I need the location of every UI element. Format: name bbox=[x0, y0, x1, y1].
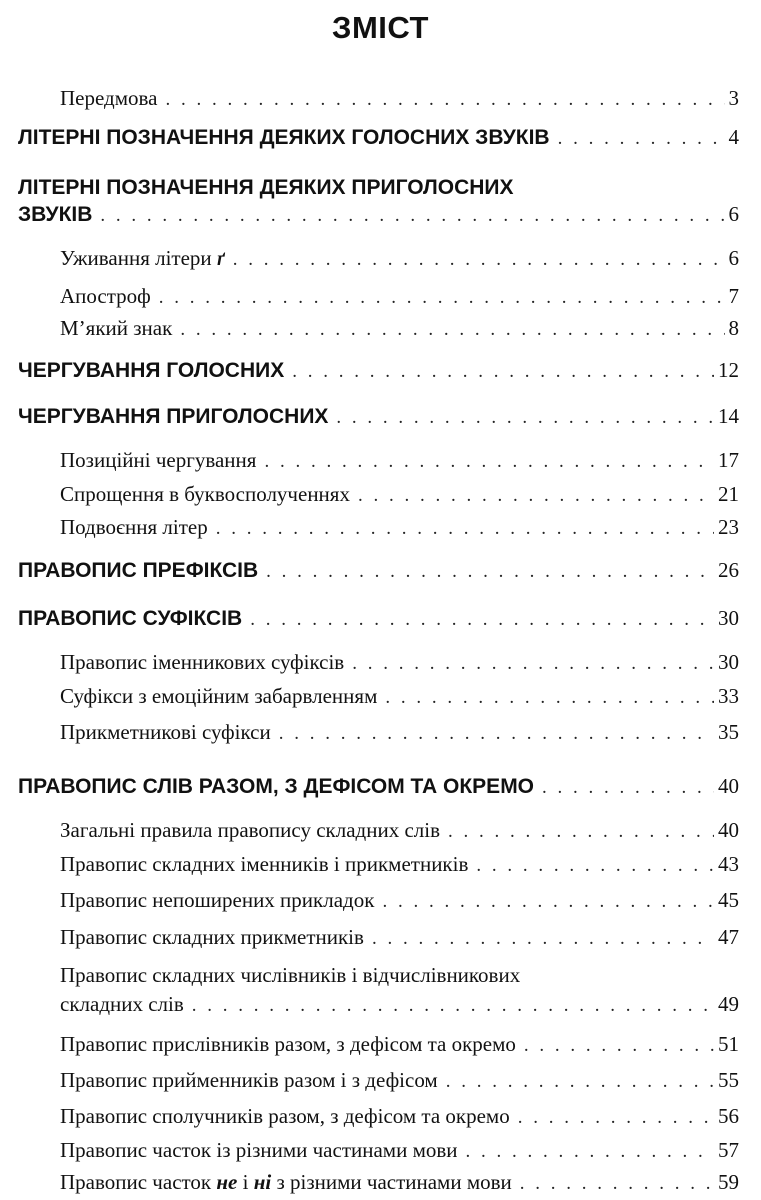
toc-entry-text: Подвоєння літер bbox=[60, 515, 208, 539]
toc-page-number: 30 bbox=[718, 650, 739, 674]
toc-page-number: 40 bbox=[718, 818, 739, 842]
page-title: ЗМІСТ bbox=[332, 10, 429, 45]
toc-page-number: 57 bbox=[718, 1138, 739, 1162]
toc-section-consonants[interactable] bbox=[0, 176, 761, 227]
toc-entry-particles-ne-ni[interactable] bbox=[0, 1170, 761, 1195]
toc-entry-foreword[interactable] bbox=[0, 86, 761, 111]
toc-entry-text: Правопис прийменників разом і з дефісом bbox=[60, 1068, 438, 1092]
toc-page-number: 45 bbox=[718, 888, 739, 912]
toc-section-vowels[interactable] bbox=[0, 125, 761, 150]
toc-page-number: 47 bbox=[718, 925, 739, 949]
dot-leader bbox=[233, 249, 725, 271]
dot-leader bbox=[372, 928, 714, 950]
toc-entry-apostrophe[interactable] bbox=[0, 284, 761, 309]
dot-leader bbox=[352, 653, 714, 675]
toc-section-text: ПРАВОПИС СЛІВ РАЗОМ, З ДЕФІСОМ ТА ОКРЕМО bbox=[18, 775, 535, 798]
toc-page-number: 33 bbox=[718, 684, 739, 708]
toc-page-number: 6 bbox=[728, 202, 739, 226]
toc-entry-compound-nouns[interactable] bbox=[0, 852, 761, 877]
dot-leader bbox=[264, 451, 714, 473]
toc-entry-particles[interactable] bbox=[0, 1138, 761, 1163]
dot-leader bbox=[382, 891, 714, 913]
toc-page-number: 12 bbox=[718, 358, 739, 382]
dot-leader bbox=[358, 485, 714, 507]
toc-section-vowel-alternation[interactable] bbox=[0, 358, 761, 383]
toc-entry-text: Прикметникові суфікси bbox=[60, 720, 271, 744]
toc-section-consonant-alternation[interactable] bbox=[0, 404, 761, 429]
toc-entry-text: Спрощення в буквосполученнях bbox=[60, 482, 350, 506]
toc-entry-text: М’який знак bbox=[60, 316, 173, 340]
dot-leader bbox=[385, 687, 714, 709]
toc-page-number: 35 bbox=[718, 720, 739, 744]
toc-page-number: 8 bbox=[728, 316, 739, 340]
toc-page-number: 51 bbox=[718, 1032, 739, 1056]
toc-entry-letter-g[interactable] bbox=[0, 246, 761, 271]
toc-entry-text: Апостроф bbox=[60, 284, 151, 308]
toc-page-number: 17 bbox=[718, 448, 739, 472]
toc-entry-adjective-suffixes[interactable] bbox=[0, 720, 761, 745]
toc-entry-soft-sign[interactable] bbox=[0, 316, 761, 341]
dot-leader bbox=[518, 1107, 714, 1129]
toc-entry-text-line2: складних слів bbox=[60, 992, 184, 1016]
toc-entry-noun-suffixes[interactable] bbox=[0, 650, 761, 675]
dot-leader bbox=[448, 821, 714, 843]
toc-page-number: 6 bbox=[728, 246, 739, 270]
toc-section-text: ПРАВОПИС ПРЕФІКСІВ bbox=[18, 559, 259, 582]
toc-entry-general-rules[interactable] bbox=[0, 818, 761, 843]
dot-leader bbox=[100, 205, 724, 227]
toc-entry-emotional-suffixes[interactable] bbox=[0, 684, 761, 709]
toc-page-number: 3 bbox=[728, 86, 739, 110]
dot-leader bbox=[542, 777, 714, 799]
toc-page-number: 56 bbox=[718, 1104, 739, 1128]
toc-section-compound-spelling[interactable] bbox=[0, 774, 761, 799]
toc-entry-text: Правопис прислівників разом, з дефісом та окремо bbox=[60, 1032, 516, 1056]
toc-page-number: 4 bbox=[728, 125, 739, 149]
toc-section-text-line2: ЗВУКІВ bbox=[18, 203, 93, 226]
toc-entry-text: Передмова bbox=[60, 86, 158, 110]
dot-leader bbox=[279, 723, 714, 745]
dot-leader bbox=[216, 518, 714, 540]
toc-page-number: 7 bbox=[728, 284, 739, 308]
toc-entry-adverbs[interactable] bbox=[0, 1032, 761, 1057]
dot-leader bbox=[159, 287, 725, 309]
emphasized-particle-ni: ні bbox=[253, 1170, 272, 1194]
dot-leader bbox=[165, 89, 724, 111]
toc-entry-appositions[interactable] bbox=[0, 888, 761, 913]
toc-page-number: 26 bbox=[718, 558, 739, 582]
toc-entry-compound-numerals[interactable] bbox=[0, 963, 761, 1017]
toc-entry-positional-alternation[interactable] bbox=[0, 448, 761, 473]
toc-entry-text: Суфікси з емоційним забарвленням bbox=[60, 684, 378, 708]
toc-page-number: 23 bbox=[718, 515, 739, 539]
toc-entry-text: Правопис сполучників разом, з дефісом та окремо bbox=[60, 1104, 510, 1128]
toc-section-text-line1: ЛІТЕРНІ ПОЗНАЧЕННЯ ДЕЯКИХ ПРИГОЛОСНИХ bbox=[18, 176, 514, 199]
dot-leader bbox=[180, 319, 724, 341]
toc-entry-conjunctions[interactable] bbox=[0, 1104, 761, 1129]
toc-page-number: 14 bbox=[718, 404, 739, 428]
toc-page-number: 43 bbox=[718, 852, 739, 876]
toc-entry-text: Правопис іменникових суфіксів bbox=[60, 650, 345, 674]
toc-section-text: ПРАВОПИС СУФІКСІВ bbox=[18, 607, 243, 630]
toc-section-text: ЧЕРГУВАННЯ ГОЛОСНИХ bbox=[18, 359, 285, 382]
toc-page-number: 49 bbox=[718, 992, 739, 1016]
toc-entry-doubling[interactable] bbox=[0, 515, 761, 540]
emphasized-particle-ne: не bbox=[216, 1170, 238, 1194]
toc-page-number: 55 bbox=[718, 1068, 739, 1092]
toc-entry-text: Правопис непоширених прикладок bbox=[60, 888, 375, 912]
dot-leader bbox=[524, 1035, 714, 1057]
toc-entry-text: Правопис часток не і ні з різними частинами мови bbox=[60, 1170, 512, 1194]
toc-entry-prepositions[interactable] bbox=[0, 1068, 761, 1093]
dot-leader bbox=[266, 561, 714, 583]
toc-section-suffixes[interactable] bbox=[0, 606, 761, 631]
toc-page-number: 21 bbox=[718, 482, 739, 506]
toc-entry-text: Позиційні чергування bbox=[60, 448, 257, 472]
dot-leader bbox=[520, 1173, 714, 1195]
toc-page-number: 30 bbox=[718, 606, 739, 630]
toc-page-number: 59 bbox=[718, 1170, 739, 1194]
emphasized-letter: ґ bbox=[216, 246, 225, 270]
toc-entry-text: Уживання літери ґ bbox=[60, 246, 225, 270]
toc-page-number: 40 bbox=[718, 774, 739, 798]
toc-entry-text: Загальні правила правопису складних слів bbox=[60, 818, 440, 842]
dot-leader bbox=[476, 855, 714, 877]
toc-section-text: ЛІТЕРНІ ПОЗНАЧЕННЯ ДЕЯКИХ ГОЛОСНИХ ЗВУКІВ bbox=[18, 126, 550, 149]
dot-leader bbox=[336, 407, 714, 429]
dot-leader bbox=[466, 1141, 714, 1163]
dot-leader bbox=[446, 1071, 714, 1093]
toc-section-text: ЧЕРГУВАННЯ ПРИГОЛОСНИХ bbox=[18, 405, 329, 428]
toc-entry-compound-adjectives[interactable] bbox=[0, 925, 761, 950]
toc-entry-text-line1: Правопис складних числівників і відчислівникових bbox=[60, 963, 521, 987]
dot-leader bbox=[558, 128, 725, 150]
dot-leader bbox=[192, 995, 714, 1017]
toc-entry-simplification[interactable] bbox=[0, 482, 761, 507]
dot-leader bbox=[292, 361, 714, 383]
toc-entry-text: Правопис складних прикметників bbox=[60, 925, 364, 949]
toc-section-prefixes[interactable] bbox=[0, 558, 761, 583]
dot-leader bbox=[250, 609, 714, 631]
toc-entry-text: Правопис складних іменників і прикметників bbox=[60, 852, 469, 876]
toc-entry-text: Правопис часток із різними частинами мови bbox=[60, 1138, 458, 1162]
